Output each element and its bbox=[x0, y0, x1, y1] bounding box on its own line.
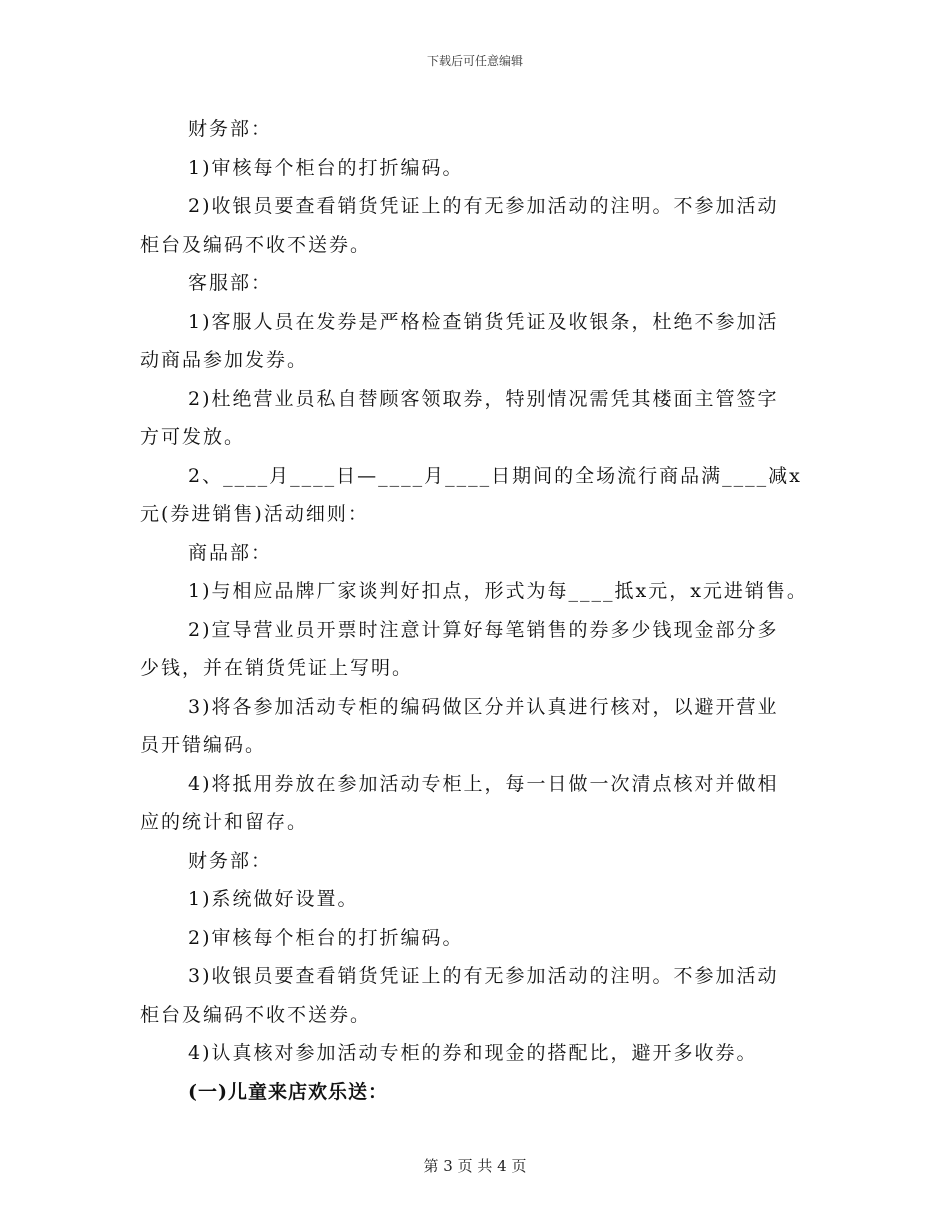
text-line: 4)认真核对参加活动专柜的券和现金的搭配比，避开多收券。 bbox=[188, 1042, 758, 1064]
page-number-footer: 第 3 页 共 4 页 bbox=[423, 1157, 527, 1175]
page-header-note: 下载后可任意编辑 bbox=[426, 54, 523, 68]
text-line: 方可发放。 bbox=[140, 426, 246, 448]
text-line: 1)审核每个柜台的打折编码。 bbox=[188, 156, 464, 179]
text-line: 3)收银员要查看销货凭证上的有无参加活动的注明。不参加活动 bbox=[188, 965, 779, 987]
text-line: 商品部： bbox=[188, 541, 273, 564]
section-heading: (一)儿童来店欢乐送： bbox=[188, 1080, 388, 1103]
text-line: 4)将抵用券放在参加活动专柜上，每一日做一次清点核对并做相 bbox=[188, 772, 779, 795]
text-line: 财务部： bbox=[188, 118, 273, 140]
text-line: 动商品参加发券。 bbox=[140, 349, 309, 371]
text-line: 1)系统做好设置。 bbox=[188, 888, 359, 910]
text-line: 1)与相应品牌厂家谈判好扣点，形式为每____抵x元，x元进销售。 bbox=[188, 580, 808, 602]
text-line: 2)宣导营业员开票时注意计算好每笔销售的券多少钱现金部分多 bbox=[188, 618, 779, 641]
text-line: 2)杜绝营业员私自替顾客领取券，特别情况需凭其楼面主管签字 bbox=[188, 387, 779, 410]
text-line: 应的统计和留存。 bbox=[140, 811, 309, 833]
text-line: 1)客服人员在发券是严格检查销货凭证及收银条，杜绝不参加活 bbox=[188, 310, 779, 333]
text-line: 2、____月____日—____月____日期间的全场流行商品满____减x bbox=[188, 464, 802, 487]
document-body bbox=[140, 110, 820, 1111]
text-line: 2)审核每个柜台的打折编码。 bbox=[188, 926, 464, 949]
text-line: 元(券进销售)活动细则： bbox=[140, 503, 369, 525]
text-line: 柜台及编码不收不送券。 bbox=[140, 1003, 372, 1026]
text-line: 客服部： bbox=[188, 272, 273, 294]
text-line: 柜台及编码不收不送券。 bbox=[140, 233, 372, 256]
text-line: 少钱，并在销货凭证上写明。 bbox=[140, 657, 414, 679]
text-line: 3)将各参加活动专柜的编码做区分并认真进行核对，以避开营业 bbox=[188, 695, 779, 718]
text-line: 员开错编码。 bbox=[140, 734, 267, 756]
text-line: 2)收银员要查看销货凭证上的有无参加活动的注明。不参加活动 bbox=[188, 195, 779, 217]
text-line: 财务部： bbox=[188, 849, 273, 872]
